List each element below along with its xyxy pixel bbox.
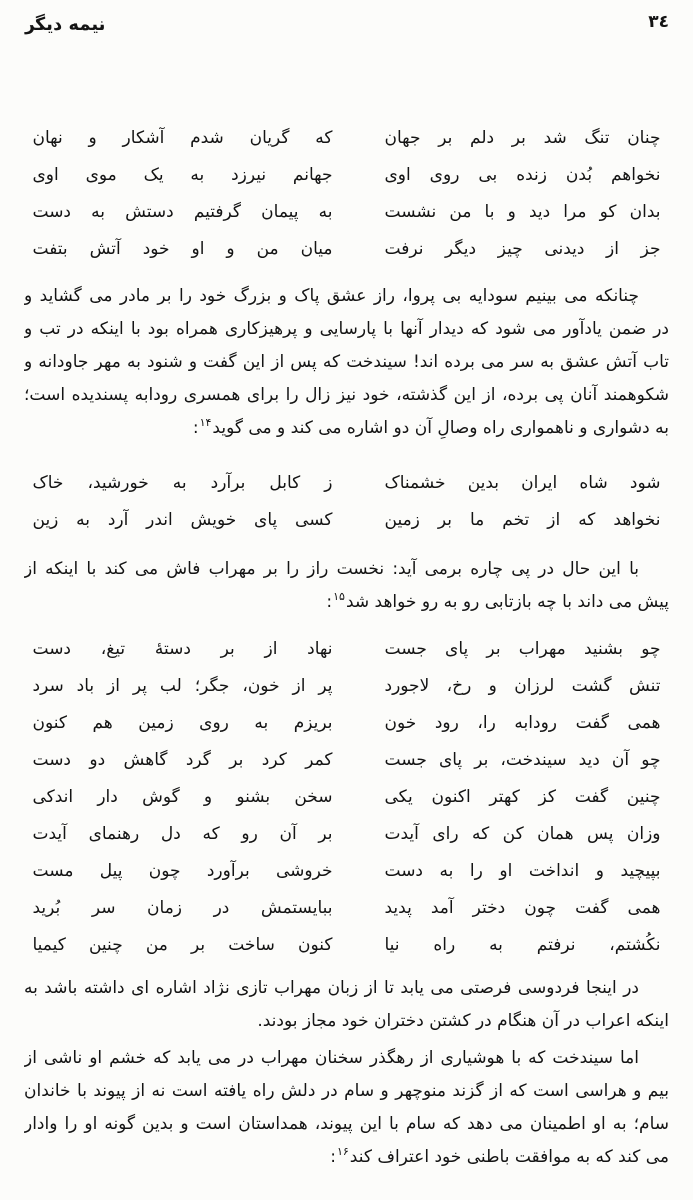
prose-line [24,1141,669,1174]
prose-paragraph-1 [24,280,669,445]
hemistich-left: خروشی برآورد چون پیل مست [32,861,333,881]
prose-line-tail: : [330,1147,336,1167]
couplet-row [24,816,669,853]
prose-line [24,1075,669,1108]
hemistich-left: میان من و او خود آتش بتفت [32,239,333,259]
couplet-row [24,890,669,927]
hemistich-right: همی گفت چون دختر آمد پدید [384,898,661,918]
hemistich-left: جهانم نیرزد به یک موی اوی [32,165,333,185]
prose-line [24,553,669,586]
hemistich-left: کنون ساخت بر من چنین کیمیا [32,935,333,955]
couplet-row [24,465,669,502]
prose-line [24,586,669,619]
footnote-marker: ۱۶ [336,1145,349,1159]
couplet-row [24,742,669,779]
hemistich-left: ببایستمش در زمان سر بُرید [32,898,333,918]
couplet-row [24,502,669,539]
hemistich-right: بپیچید و انداخت او را به دست [384,861,661,881]
prose-line [24,412,669,445]
prose-line-text: چنانکه می بینیم سودایه بی پروا، راز عشق پاک و بزرگ خود را بر مادر می گشاید و [24,286,639,306]
couplet-row [24,853,669,890]
hemistich-left: کسی پای خویش اندر آرد به زین [32,510,333,530]
couplet-row [24,194,669,231]
hemistich-left: بریزم به روی زمین هم کنون [32,713,333,733]
hemistich-right: بدان کو مرا دید و با من نشست [384,202,661,222]
hemistich-left: نهاد از بر دستهٔ تیغ، دست [32,639,333,659]
prose-line-text: سام؛ به او اطمینان می دهد که سام با این پیوند، همداستان است و بدین گونه او را وادار [24,1114,669,1134]
prose-line-text: اینکه اعراب در آن هنگام در کشتن دختران خود مجاز بودند. [257,1011,669,1031]
hemistich-right: همی گفت رودابه را، رود خون [384,713,661,733]
prose-line-text: می کند که به موافقت باطنی خود اعتراف کند [349,1147,669,1167]
prose-line-text: در ضمن یادآور می شود که دیدار آنها با پارسایی و پرهیزکاری همراه بود با اینکه در تب و [24,319,669,339]
poem-block-1 [24,120,669,268]
prose-line-text: شکوهمند آنان پی برده، از این گذشته، خود نیز زال را برای همسری رودابه پسندیده است؛ [24,385,669,405]
prose-line [24,280,669,313]
hemistich-right: نکُشتم، نرفتم به راه نیا [384,935,661,955]
prose-line-text: در اینجا فردوسی فرصتی می یابد تا از زبان مهراب تازی نژاد اشاره ای داشته باشد به [24,978,639,998]
footnote-marker: ۱۴ [199,416,212,430]
prose-line [24,972,669,1005]
hemistich-right: چنین گفت کز کهتر اکنون یکی [384,787,661,807]
prose-line-text: اما سیندخت که با هوشیاری از رهگذر سخنان مهراب در می یابد که خشم او ناشی از [24,1048,639,1068]
poem-block-3 [24,631,669,964]
hemistich-right: چو بشنید مهراب بر پای جست [384,639,661,659]
hemistich-left: پر از خون، جگر؛ لب پر از باد سرد [32,676,333,696]
running-title: نیمه دیگر [23,14,107,35]
page-number: ٣٤ [648,12,669,32]
couplet-row [24,779,669,816]
hemistich-left: ز کابل برآرد به خورشید، خاک [32,473,333,493]
page-header [24,10,669,50]
prose-paragraph-2 [24,553,669,619]
hemistich-left: که گریان شدم آشکار و نهان [32,128,333,148]
hemistich-right: نخواهد که از تخم ما بر زمین [384,510,661,530]
prose-line [24,346,669,379]
prose-line-tail: : [326,592,333,612]
hemistich-right: وزان پس همان کن که رای آیدت [384,824,661,844]
couplet-row [24,631,669,668]
prose-line-text: با این حال در پی چاره برمی آید: نخست راز را بر مهراب فاش می کند با اینکه از [24,559,639,579]
hemistich-left: سخن بشنو و گوش دار اندکی [32,787,333,807]
prose-line-text: بیم و هراسی است که از گزند منوچهر و سام در دلش راه یافته است نه از پیوند با خاندان [24,1081,669,1101]
hemistich-right: شود شاه ایران بدین خشمناک [384,473,661,493]
hemistich-right: چنان تنگ شد بر دلم بر جهان [384,128,661,148]
couplet-row [24,231,669,268]
hemistich-right: جز از دیدنی چیز دیگر نرفت [384,239,661,259]
couplet-row [24,668,669,705]
couplet-row [24,705,669,742]
prose-line-tail: : [192,418,199,438]
couplet-row [24,927,669,964]
prose-line-text: به دشواری و ناهمواری راه وصالِ آن دو اشاره می کند و می گوید [212,418,669,438]
prose-line-text: تاب آتش عشق به سر می برده اند! سیندخت که پس از این گفت و شنود به مهر جاودانه و [24,352,669,372]
prose-line [24,313,669,346]
prose-paragraph-3 [24,972,669,1038]
prose-line [24,379,669,412]
hemistich-right: چو آن دید سیندخت، بر پای جست [384,750,661,770]
prose-line [24,1005,669,1038]
hemistich-left: کمر کرد بر گرد گاهش دو دست [32,750,333,770]
prose-line [24,1042,669,1075]
hemistich-left: به پیمان گرفتیم دستش به دست [32,202,333,222]
prose-paragraph-4 [24,1042,669,1174]
prose-line [24,1108,669,1141]
footnote-marker: ۱۵ [333,590,345,604]
poem-block-2 [24,465,669,539]
hemistich-right: تنش گشت لرزان و رخ، لاجورد [384,676,661,696]
couplet-row [24,120,669,157]
couplet-row [24,157,669,194]
hemistich-right: نخواهم بُدن زنده بی روی اوی [384,165,661,185]
prose-line-text: پیش می داند با چه بازتابی رو به رو خواهد شد [345,592,669,612]
hemistich-left: بر آن رو که دل رهنمای آیدت [32,824,333,844]
